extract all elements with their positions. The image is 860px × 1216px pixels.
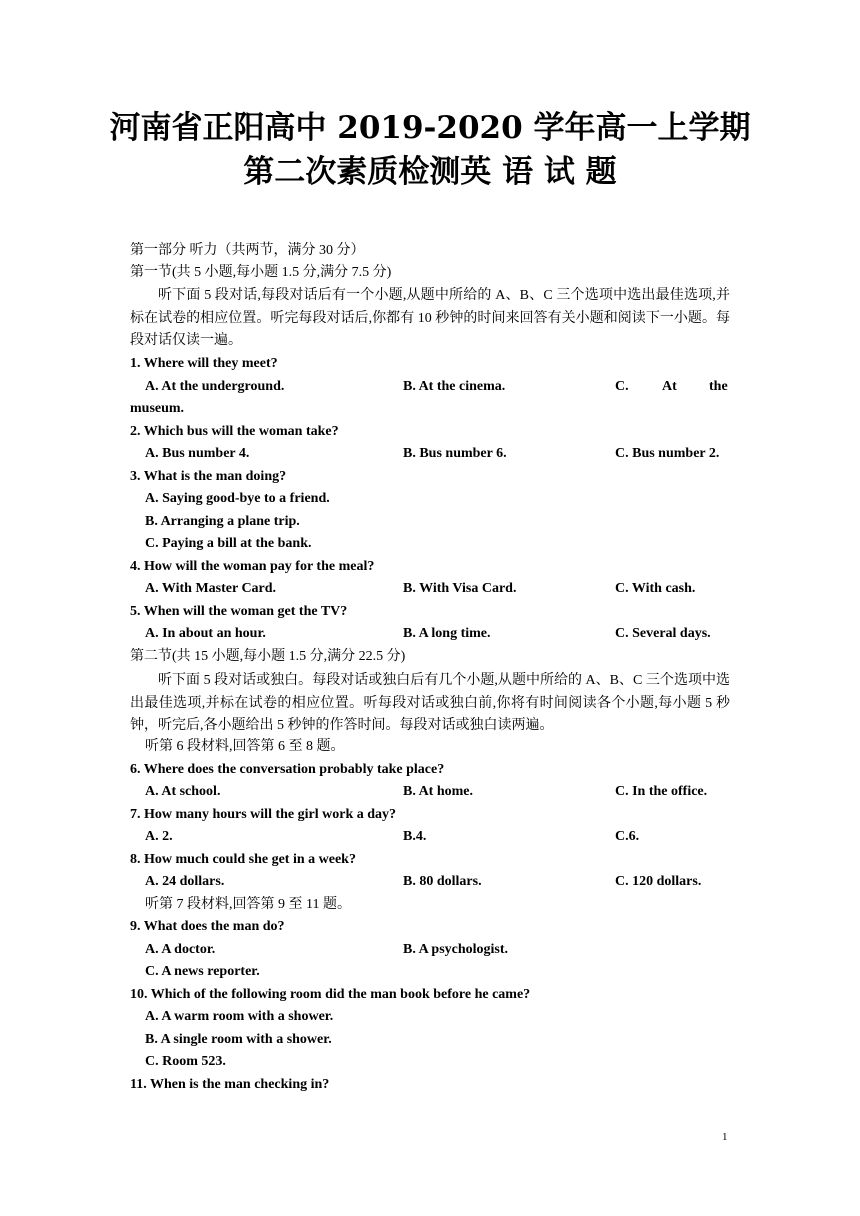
part1-heading: 第一部分 听力（共两节，满分 30 分） [130,243,365,258]
q1-option-c-word1: At [662,379,677,394]
document-title-line1: 河南省正阳高中 2019-2020 学年高一上学期 [109,110,751,146]
q2-option-a: A. Bus number 4. [145,446,250,461]
q4-option-b: B. With Visa Card. [403,581,517,596]
q7-option-c: C.6. [615,829,640,844]
q1-option-c-continued: museum. [130,401,185,416]
document-title-line2: 第二次素质检测英 语 试 题 [243,154,617,190]
q10-option-c: C. Room 523. [145,1054,226,1069]
section2-heading: 第二节(共 15 小题,每小题 1.5 分,满分 22.5 分) [130,649,406,664]
q9-option-a: A. A doctor. [145,942,216,957]
section1-instructions: 听下面 5 段对话,每段对话后有一个小题,从题中所给的 A、B、C 三个选项中选出最佳选项,并标在试卷的相应位置。听完每段对话后,你都有 10 秒钟的时间来回答有关小题和阅读下一小题。每段对话仅读一遍。 [130,288,730,348]
q7-option-b: B.4. [403,829,427,844]
question-5: 5. When will the woman get the TV? [130,604,348,619]
q5-option-a: A. In about an hour. [145,626,266,641]
q10-option-a: A. A warm room with a shower. [145,1009,334,1024]
q8-option-c: C. 120 dollars. [615,874,702,889]
material-6-note: 听第 6 段材料,回答第 6 至 8 题。 [145,739,345,754]
q4-option-c: C. With cash. [615,581,696,596]
question-10: 10. Which of the following room did the man book before he came? [130,987,531,1002]
q6-option-b: B. At home. [403,784,473,799]
q8-option-b: B. 80 dollars. [403,874,482,889]
q3-option-a: A. Saying good-bye to a friend. [145,491,330,506]
section1-heading: 第一节(共 5 小题,每小题 1.5 分,满分 7.5 分) [130,265,392,280]
q6-option-a: A. At school. [145,784,221,799]
question-1: 1. Where will they meet? [130,356,278,371]
q2-option-b: B. Bus number 6. [403,446,507,461]
q9-option-c: C. A news reporter. [145,964,260,979]
question-9: 9. What does the man do? [130,919,285,934]
q8-option-a: A. 24 dollars. [145,874,225,889]
question-11: 11. When is the man checking in? [130,1077,330,1092]
question-4: 4. How will the woman pay for the meal? [130,559,375,574]
question-7: 7. How many hours will the girl work a day? [130,807,397,822]
q4-option-a: A. With Master Card. [145,581,277,596]
q1-option-a: A. At the underground. [145,379,285,394]
section2-instructions: 听下面 5 段对话或独白。每段对话或独白后有几个小题,从题中所给的 A、B、C 三个选项中选出最佳选项,并标在试卷的相应位置。听每段对话或独白前,你将有时间阅读各个小题,每小题 5 秒钟，听完后,各小题给出 5 秒钟的作答时间。每段对话或独白读两遍。 [130,673,730,733]
q9-option-b: B. A psychologist. [403,942,509,957]
q5-option-b: B. A long time. [403,626,491,641]
question-8: 8. How much could she get in a week? [130,852,356,867]
q1-option-c-letter: C. [615,379,629,394]
q3-option-c: C. Paying a bill at the bank. [145,536,312,551]
q6-option-c: C. In the office. [615,784,708,799]
q10-option-b: B. A single room with a shower. [145,1032,332,1047]
q3-option-b: B. Arranging a plane trip. [145,514,300,529]
question-3: 3. What is the man doing? [130,469,287,484]
q2-option-c: C. Bus number 2. [615,446,720,461]
page-number: 1 [722,1131,728,1143]
q7-option-a: A. 2. [145,829,173,844]
q1-option-b: B. At the cinema. [403,379,506,394]
question-2: 2. Which bus will the woman take? [130,424,339,439]
question-6: 6. Where does the conversation probably take place? [130,762,445,777]
material-7-note: 听第 7 段材料,回答第 9 至 11 题。 [145,897,351,912]
q1-option-c-word2: the [709,379,728,394]
q5-option-c: C. Several days. [615,626,711,641]
